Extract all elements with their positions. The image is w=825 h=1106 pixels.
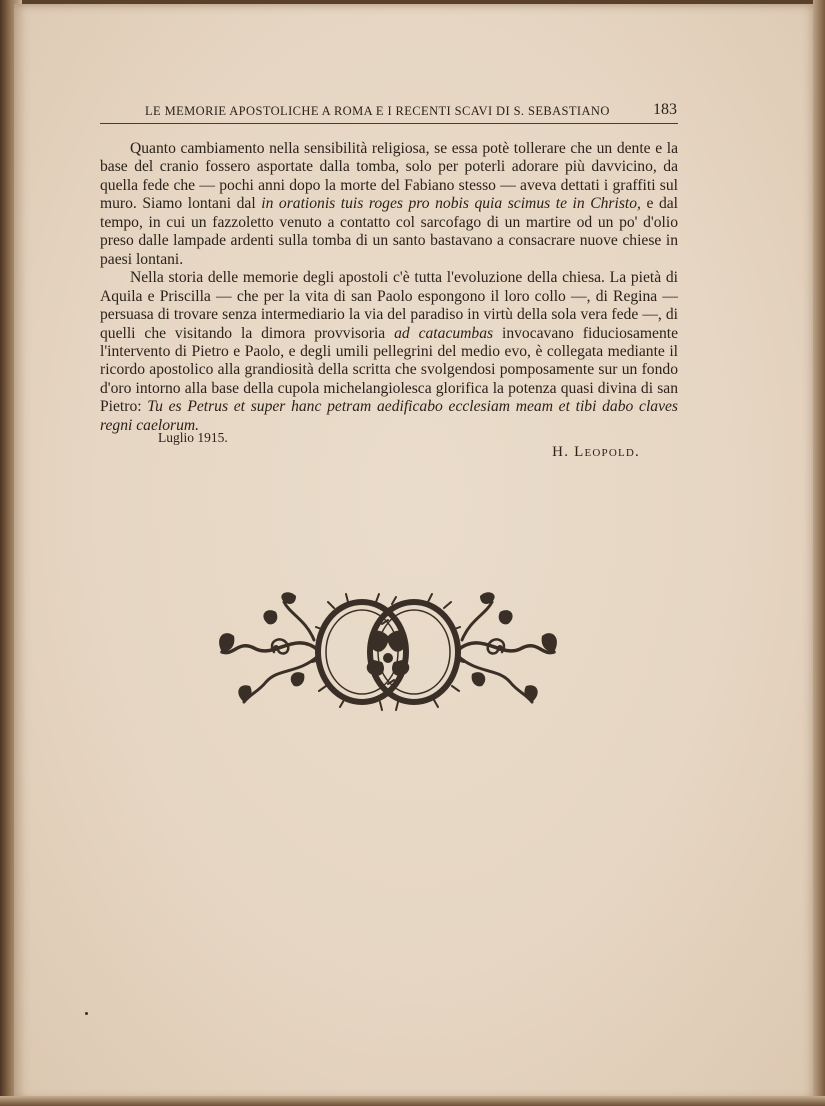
text-run: Quanto cambiamento nella sensibilità religiosa, se essa potè tollerare che un dente e la base del cranio fossero asportate dalla tomba, solo per poterli adorare più davvicino, da quella fede che — pochi anni dopo la morte del Fabiano stesso — aveva dettati i graffiti sul muro. Siamo lontani dal [100, 140, 678, 213]
dateline: Luglio 1915. [158, 430, 228, 445]
body-text [100, 140, 678, 435]
text-run: Nella storia delle memorie degli apostoli c'è tutta l'evoluzione della chiesa. La pietà di Aquila e Priscilla — che per la vita di san Paolo espongono il loro collo —, di Regina — persuasa di trovare senza intermediario la via del paradiso in virtù della sola vera fede —, di quelli che visitando la dimora provvisoria [100, 269, 678, 342]
paragraph [100, 140, 678, 269]
ink-speck [85, 1012, 88, 1015]
page-edge [813, 0, 825, 1106]
page-bottom-edge [0, 1096, 825, 1106]
latin-quote: in orationis tuis roges pro nobis quia scimus te in Christo, [261, 195, 641, 213]
latin-quote: Tu es Petrus et super hanc petram aedificabo ecclesiam meam et tibi dabo claves regni caelorum. [100, 398, 678, 434]
thorn-wreath-vine-ornament-icon [214, 590, 566, 716]
text-run: invocavano fiduciosamente l'intervento di Pietro e Paolo, e degli umili pellegrini del medio evo, è collegata mediante il ricordo apostolico alla grandiosità della scritta che svolgendosi pomposamente sur un fondo d'oro intorno alla base della cupola michelangiolesca glorifica la potenza quasi divina di san Pietro: [100, 324, 679, 416]
author-signature: H. Leopold. [552, 444, 640, 460]
paragraph [100, 269, 678, 435]
header-rule [100, 123, 678, 124]
latin-phrase: ad catacumbas [394, 324, 494, 342]
running-head-title: LE MEMORIE APOSTOLICHE A ROMA E I RECENTI SCAVI DI S. SEBASTIANO [145, 104, 610, 118]
page-number: 183 [653, 101, 677, 118]
text-run: e dal tempo, in cui un fazzoletto venuto a contatto col sarcofago di un martire od un po' d'olio preso dalle lampade ardenti sulla tomba di un santo bastavano a consacrare nuove chiese in paesi lontani. [100, 195, 678, 268]
